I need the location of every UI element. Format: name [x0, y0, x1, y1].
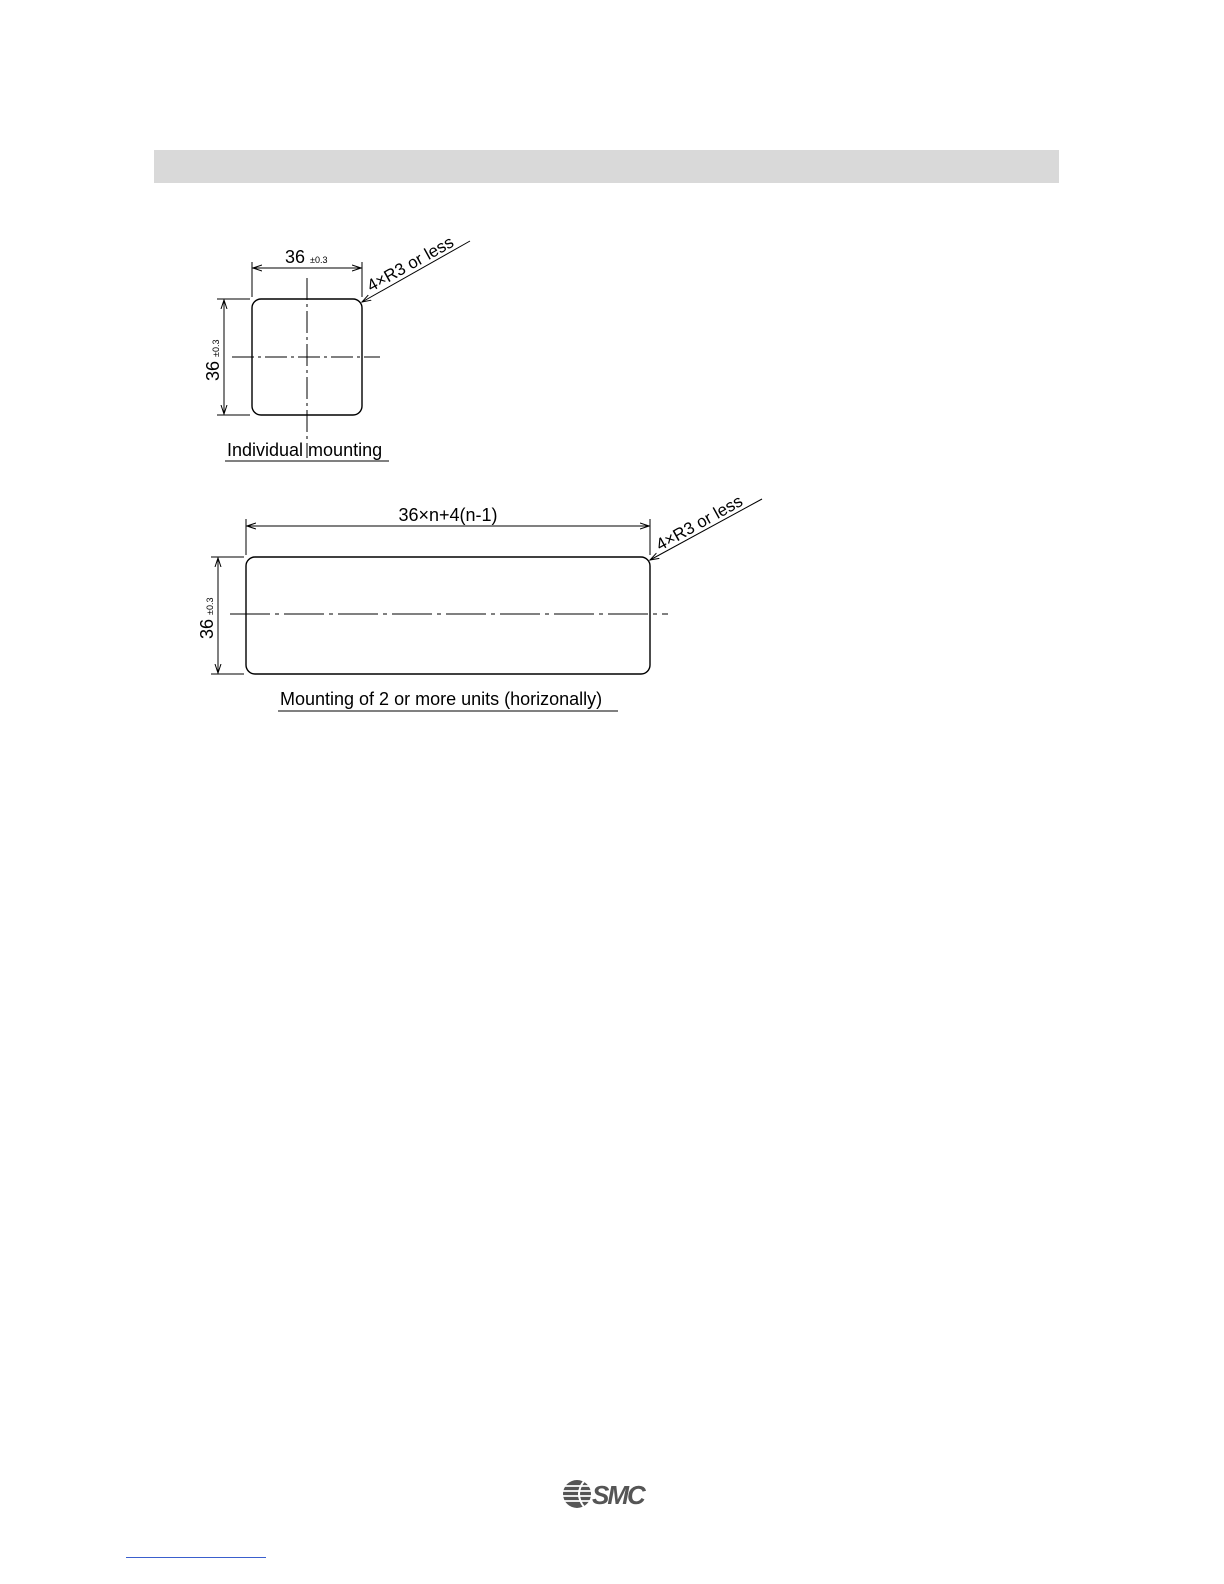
multiple-height-tolerance: ±0.3: [205, 597, 215, 615]
smc-logo: [560, 1476, 660, 1512]
multiple-height-value: 36: [197, 618, 217, 639]
multiple-caption: Mounting of 2 or more units (horizonally): [280, 689, 603, 709]
individual-width-value: 36: [285, 247, 306, 267]
multiple-mounting-figure: [197, 491, 762, 711]
individual-width-tolerance: ±0.3: [310, 255, 328, 265]
smc-globe-icon: [563, 1480, 591, 1508]
multiple-corner-note: 4×R3 or less: [652, 491, 746, 555]
footer-link-underline: [126, 1557, 266, 1558]
multiple-width-formula: 36×n+4(n-1): [398, 505, 498, 525]
individual-caption: Individual mounting: [227, 440, 383, 460]
individual-corner-note: 4×R3 or less: [363, 232, 457, 296]
individual-mounting-figure: [203, 232, 470, 461]
multiple-cutout-outline: [246, 557, 650, 674]
individual-height-tolerance: ±0.3: [211, 339, 221, 357]
individual-height-value: 36: [203, 360, 223, 381]
smc-logo-text: SMC: [592, 1480, 644, 1510]
